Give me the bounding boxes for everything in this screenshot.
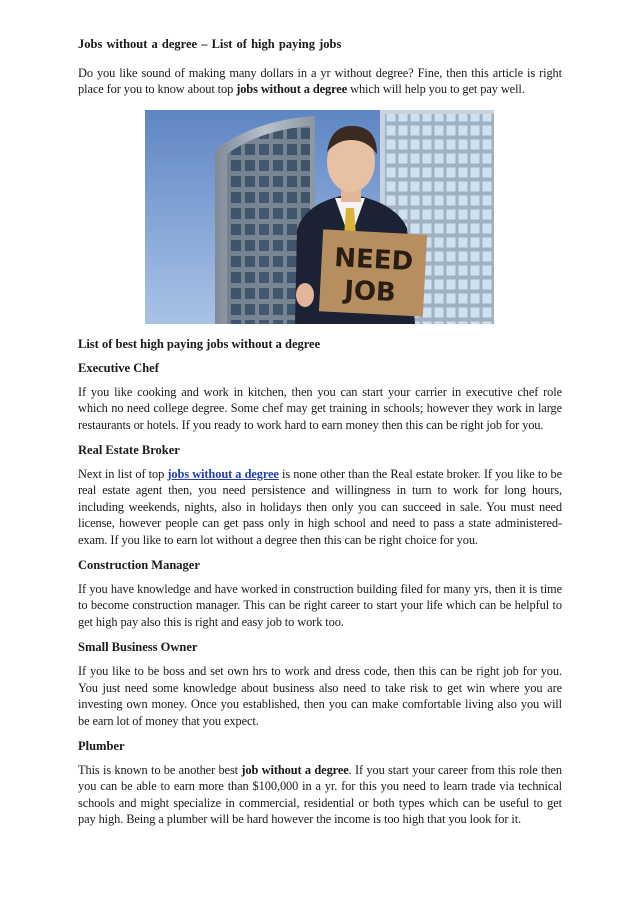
section-text-end: . If you start your career from this role then you can be able to earn more than $100,000 in a yr. for this you need to learn trade via technical schools and might specialize in commercial, residential or both types which can be useful to get pay high. Being a plumber will be hard however the income is too high that you look for it.: [78, 762, 562, 827]
section-text-start: This is known to be another best: [78, 762, 242, 777]
intro-bold-keyword: jobs without a degree: [236, 82, 348, 97]
sign-text-line1: NEED: [333, 242, 414, 277]
section-small-business-owner: [78, 639, 562, 729]
section-text: If you like to be boss and set own hrs to work and dress code, then this can be right job for you. You just need some knowledge about business also need to take risk to get win where you are investing own money. Once you established, then you can make comfortable living also you will be earn lot of money that you expect.: [78, 664, 562, 728]
list-heading: List of best high paying jobs without a degree: [78, 336, 321, 351]
bold-keyword: job without a degree: [241, 762, 349, 777]
document-page: [78, 30, 562, 837]
section-heading: Plumber: [78, 738, 125, 753]
section-text-end: is none other than the Real estate broker. If you like to be real estate agent then, you need persistence and willingness in turn to work for long hours, including weekends, nights, also in holidays then only you can succeed in sale. You must need license, however people can get pass only in high school and need to pass a state administered-exam. If you like to earn lot without a degree then this can be right choice for you.: [78, 467, 562, 547]
section-heading: Small Business Owner: [78, 640, 198, 655]
section-construction-manager: [78, 557, 562, 630]
jobs-without-degree-link[interactable]: jobs without a degree: [167, 467, 279, 482]
section-heading: Executive Chef: [78, 360, 159, 375]
section-text: If you have knowledge and have worked in construction building filed for many yrs, then it is time to become construction manager. This can be right career to start your life which can be helpful to get high pay also this is right and easy job to work too.: [78, 582, 562, 629]
intro-text-end: which will help you to get pay well.: [347, 82, 525, 97]
sign-text-line2: JOB: [343, 275, 397, 309]
section-text: [78, 466, 562, 548]
man-holding-need-job-sign-image: [145, 110, 494, 324]
section-text-start: Next in list of top: [78, 467, 168, 482]
intro-text: Do you like sound of making many dollars in a yr without degree? Fine, then this article is right place for you to know about top: [78, 66, 562, 97]
section-real-estate-broker: [78, 442, 562, 548]
section-executive-chef: [78, 360, 562, 433]
intro-paragraph: [78, 65, 562, 98]
section-text: [78, 762, 562, 828]
section-plumber: [78, 738, 562, 828]
section-heading: Real Estate Broker: [78, 443, 180, 458]
hero-image: [145, 110, 494, 324]
article-title: Jobs without a degree – List of high paying jobs: [78, 37, 342, 51]
section-heading: Construction Manager: [78, 558, 200, 573]
section-text: If you like cooking and work in kitchen, then you can start your carrier in executive chef role which no need college degree. Some chef may get training in schools; however they work in large restaurants or hotels. If you ready to work hard to earn money then this can be right job for you.: [78, 384, 562, 432]
